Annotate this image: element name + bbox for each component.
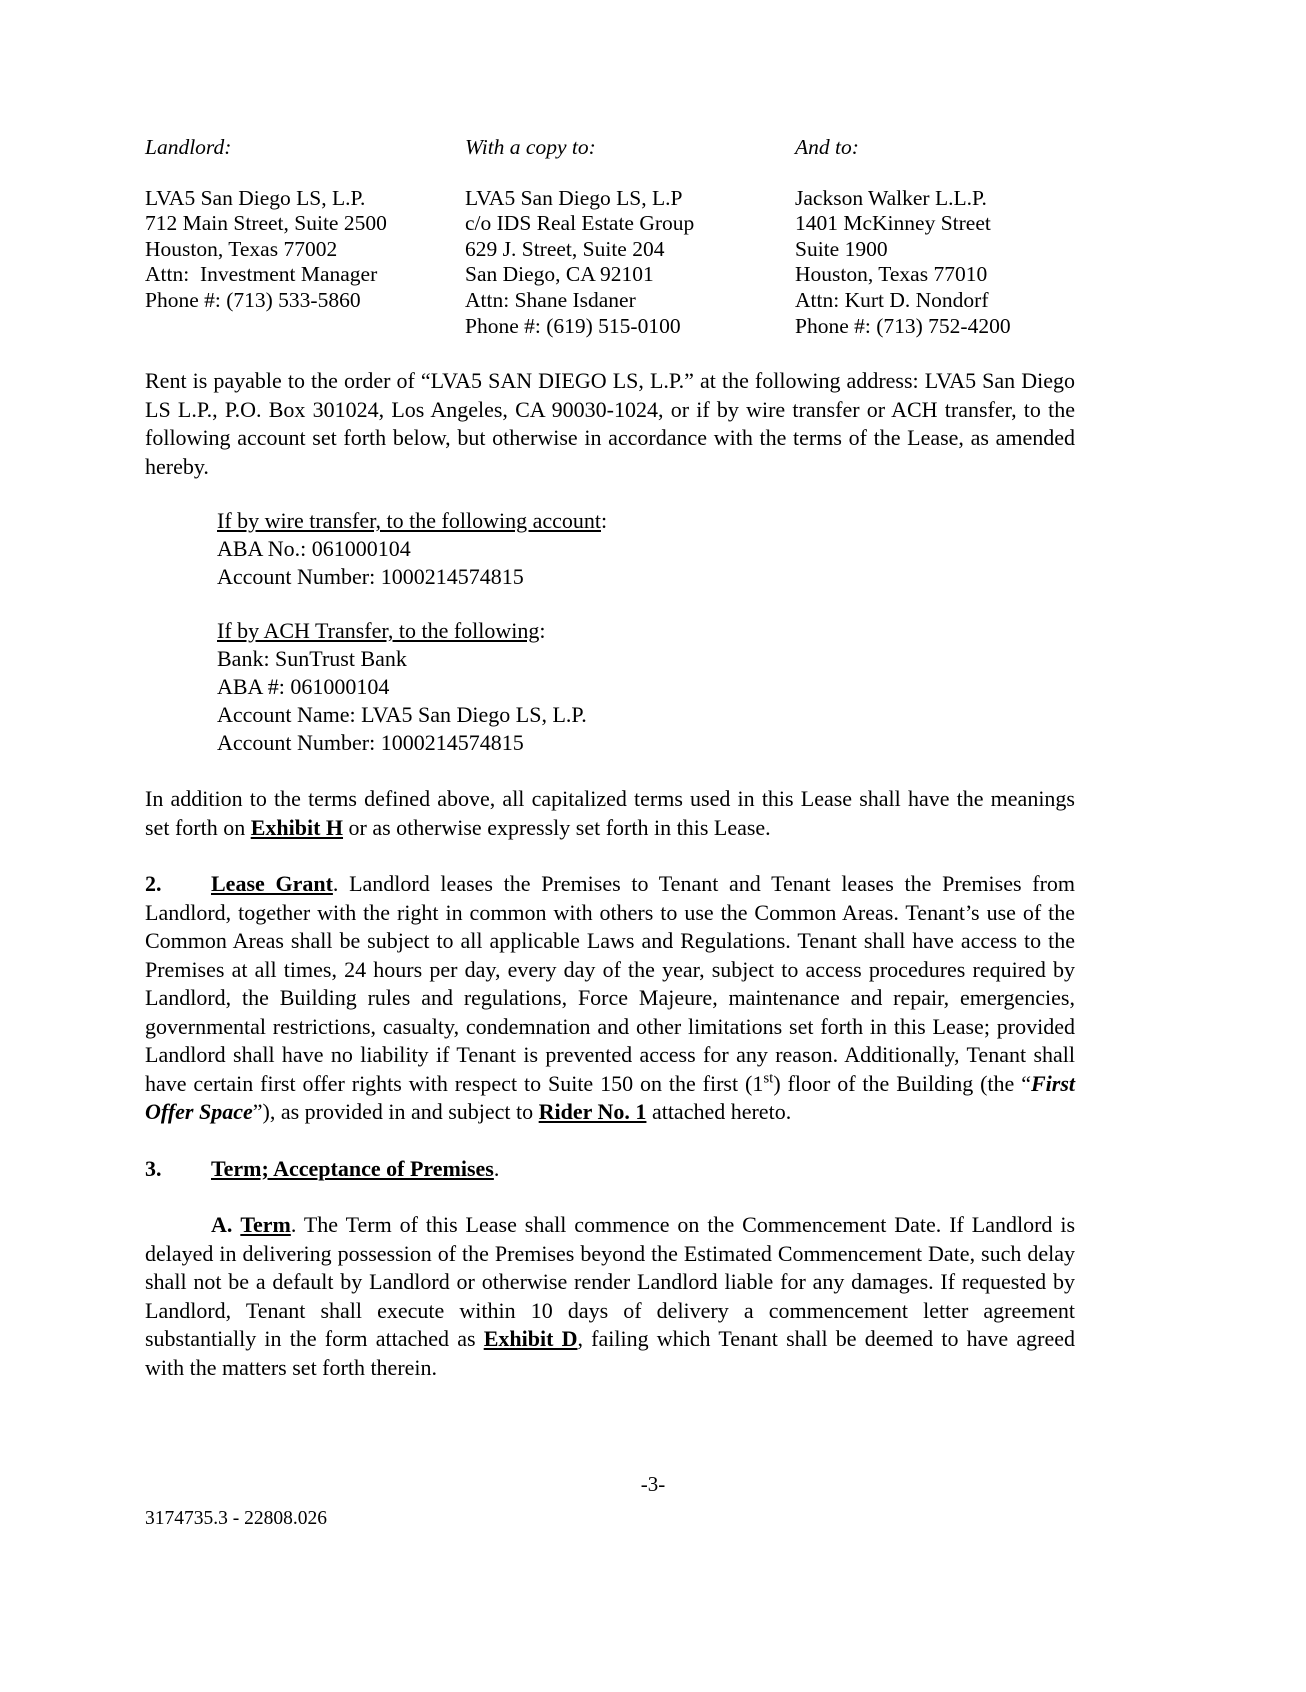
address-header-landlord: Landlord: bbox=[145, 135, 232, 159]
section-2-title-suffix: . bbox=[332, 871, 339, 897]
ach-account-number-line: Account Number: 1000214574815 bbox=[217, 730, 524, 756]
section-2-text-2: ) floor of the Building (the “ bbox=[773, 1070, 1031, 1096]
wire-transfer-heading-colon: : bbox=[601, 508, 608, 534]
section-3a-letter: A. bbox=[211, 1212, 233, 1238]
section-3a-text-2: , failing which Tenant shall be deemed to have agreed with the matters set forth therein. bbox=[145, 1326, 1075, 1380]
address-line: Suite 1900 bbox=[795, 236, 888, 261]
section-3a-text-1: The Term of this Lease shall commence on the Commencement Date. If Landlord is delayed in delivering possession of the Premises beyond the Estimated Commencement Date, such delay shall not be a default by Landlord or otherwise render Landlord liable for any damages. If requested by Landlord, Tenant shall execute within 10 days of delivery a commencement letter agreement substantially in the form attached as bbox=[145, 1212, 1076, 1352]
section-2-text-1: Landlord leases the Premises to Tenant and Tenant leases the Premises from Landlord, together with the right in common with others to use the Common Areas. Tenant’s use of the Common Areas shall be subject to all applicable Laws and Regulations. Tenant shall have access to the Premises at all times, 24 hours per day, every day of the year, subject to access procedures required by Landlord, the Building rules and regulations, Force Majeure, maintenance and repair, emergencies, governmental restrictions, casualty, condemnation and other limitations set forth in this Lease; provided Landlord shall have no liability if Tenant is prevented access for any reason. Additionally, Tenant shall have certain first offer rights with respect to Suite 150 on the first (1 bbox=[145, 871, 1076, 1096]
defined-terms-text-1: In addition to the terms defined above, all capitalized terms used in this Lease shall have the meanings set forth on bbox=[145, 786, 1075, 840]
ach-transfer-heading-colon: : bbox=[539, 618, 546, 644]
exhibit-h-reference: Exhibit H bbox=[250, 814, 344, 840]
address-header-copy-to: With a copy to: bbox=[465, 135, 596, 159]
address-block-and-to bbox=[795, 186, 1075, 340]
wire-aba-line: ABA No.: 061000104 bbox=[217, 536, 411, 562]
wire-transfer-heading-text: If by wire transfer, to the following account bbox=[217, 508, 601, 534]
section-2-title: Lease Grant bbox=[211, 871, 333, 897]
section-3-number: 3. bbox=[145, 1155, 162, 1181]
ach-account-name-line: Account Name: LVA5 San Diego LS, L.P. bbox=[217, 702, 587, 728]
notice-addresses-table bbox=[145, 135, 1075, 339]
address-header-and-to: And to: bbox=[795, 135, 859, 159]
first-offer-space-term: First Offer Space bbox=[145, 1070, 1075, 1125]
section-2-text-4: attached hereto. bbox=[646, 1099, 792, 1125]
rent-payment-paragraph: Rent is payable to the order of “LVA5 SAN DIEGO LS, L.P.” at the following address: LVA5 San Diego LS L.P., P.O. Box 301024, Los Angeles, CA 90030-1024, or if by wire transfer or ACH transfer, to the following account set forth below, but otherwise in accordance with the terms of the Lease, as amended hereby. bbox=[145, 368, 1075, 479]
section-3-title: Term; Acceptance of Premises bbox=[211, 1155, 494, 1181]
address-line: 1401 McKinney Street bbox=[795, 211, 991, 236]
ach-transfer-heading bbox=[217, 617, 1075, 645]
address-line: Phone #: (713) 752-4200 bbox=[795, 313, 1011, 338]
address-line: Attn: Shane Isdaner bbox=[465, 287, 636, 312]
address-line: Phone #: (619) 515-0100 bbox=[465, 313, 681, 338]
section-3-term-acceptance bbox=[145, 1155, 1075, 1184]
ach-transfer-block bbox=[217, 617, 1075, 757]
address-line: Jackson Walker L.L.P. bbox=[795, 185, 987, 210]
address-line: Phone #: (713) 533-5860 bbox=[145, 287, 361, 312]
page-content bbox=[145, 135, 1075, 1382]
address-line: Attn: Kurt D. Nondorf bbox=[795, 287, 989, 312]
ach-transfer-heading-text: If by ACH Transfer, to the following bbox=[217, 618, 540, 644]
footer-document-reference: 3174735.3 - 22808.026 bbox=[145, 1508, 327, 1529]
ach-bank-line: Bank: SunTrust Bank bbox=[217, 646, 407, 672]
rider-no-1-reference: Rider No. 1 bbox=[538, 1099, 647, 1125]
address-body-row bbox=[145, 186, 1075, 340]
address-line: LVA5 San Diego LS, L.P bbox=[465, 185, 683, 210]
address-line: c/o IDS Real Estate Group bbox=[465, 211, 695, 236]
address-headers-row bbox=[145, 135, 1075, 186]
exhibit-d-reference: Exhibit D bbox=[483, 1326, 578, 1352]
section-3a-title: Term bbox=[240, 1212, 291, 1238]
address-block-copy-to bbox=[465, 186, 795, 340]
address-block-landlord bbox=[145, 186, 465, 340]
address-line: LVA5 San Diego LS, L.P. bbox=[145, 185, 366, 210]
address-line: Houston, Texas 77010 bbox=[795, 262, 988, 287]
wire-transfer-block bbox=[217, 507, 1075, 591]
address-line: Houston, Texas 77002 bbox=[145, 236, 338, 261]
section-2-ordinal-superscript: st bbox=[763, 1070, 774, 1087]
address-line: San Diego, CA 92101 bbox=[465, 262, 654, 287]
ach-aba-line: ABA #: 061000104 bbox=[217, 674, 390, 700]
section-2-number: 2. bbox=[145, 871, 162, 897]
address-line: 629 J. Street, Suite 204 bbox=[465, 236, 665, 261]
section-3-title-suffix: . bbox=[493, 1155, 500, 1181]
section-3a-term bbox=[145, 1211, 1075, 1382]
wire-transfer-heading bbox=[217, 507, 1075, 535]
address-line: Attn: Investment Manager bbox=[145, 262, 378, 287]
section-2-lease-grant bbox=[145, 870, 1075, 1127]
address-line: 712 Main Street, Suite 2500 bbox=[145, 211, 387, 236]
page-number: -3- bbox=[640, 1472, 666, 1496]
defined-terms-paragraph bbox=[145, 785, 1075, 842]
section-3a-title-suffix: . bbox=[290, 1212, 297, 1238]
defined-terms-text-2: or as otherwise expressly set forth in this Lease. bbox=[343, 814, 771, 840]
wire-account-number-line: Account Number: 1000214574815 bbox=[217, 564, 524, 590]
section-2-text-3: ”), as provided in and subject to bbox=[252, 1099, 539, 1125]
